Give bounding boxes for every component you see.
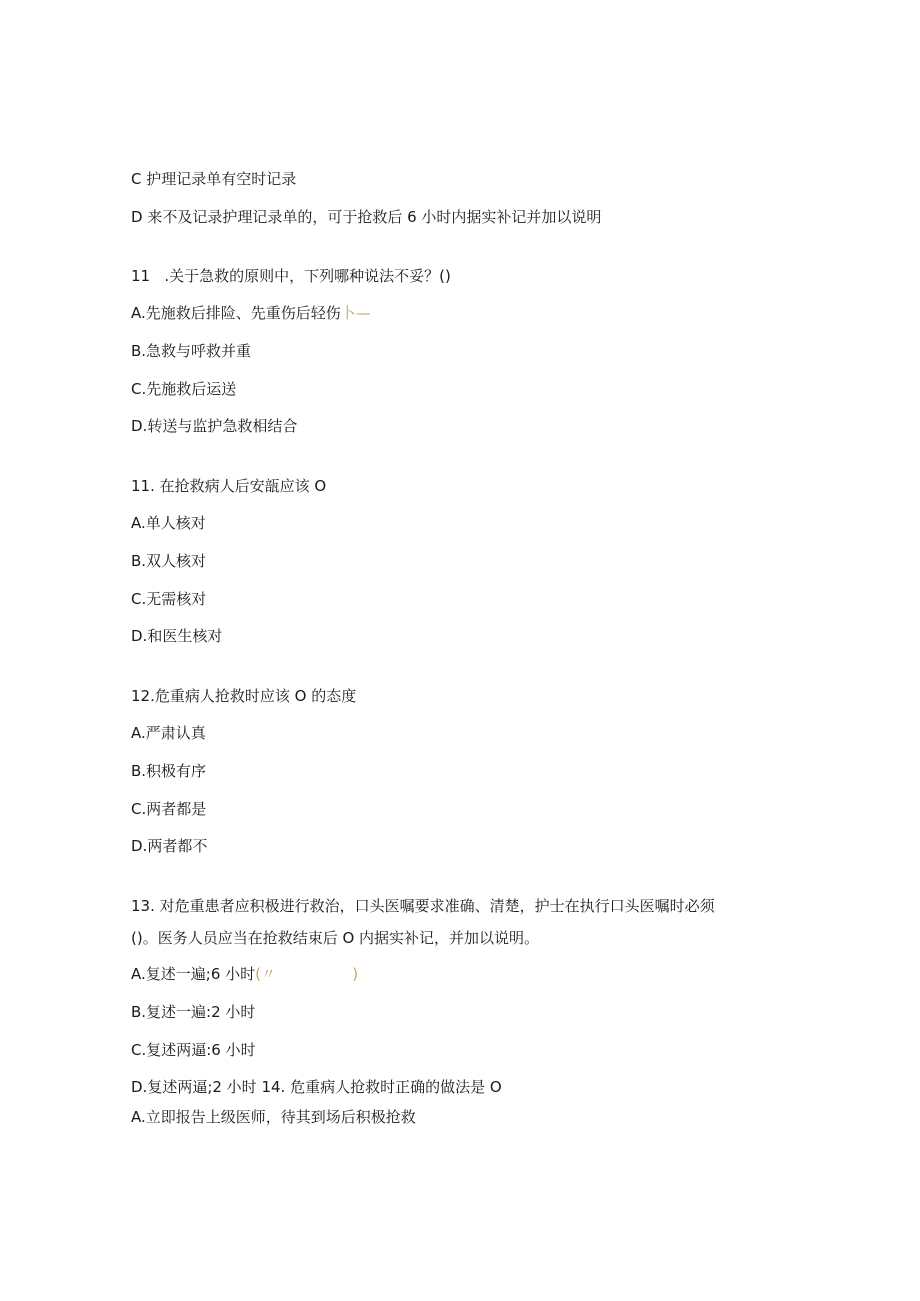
q11b-option-a: A.单人核对 — [131, 514, 206, 532]
question-13-line-2: ()。医务人员应当在抢救结束后 O 内据实补记，并加以说明。 — [131, 929, 540, 947]
handwritten-mark: 卜— — [340, 304, 371, 322]
q12-option-c: C.两者都是 — [131, 800, 207, 818]
q12-option-a: A.严肃认真 — [131, 724, 206, 742]
q11b-option-c: C.无需核对 — [131, 590, 207, 608]
q11a-option-b: B.急救与呼救并重 — [131, 342, 252, 360]
question-11a: 11 .关于急救的原则中，下列哪种说法不妥？() — [131, 267, 451, 285]
q11a-option-a: A.先施救后排险、先重伤后轻伤卜— — [131, 304, 371, 322]
q13-option-b: B.复述一遍:2 小时 — [131, 1003, 256, 1021]
q11a-option-c: C.先施救后运送 — [131, 380, 237, 398]
q13-option-d-and-question-14: D.复述两逼;2 小时 14. 危重病人抢救时正确的做法是 O — [131, 1078, 502, 1096]
q13-option-a: A.复述一遍;6 小时(〃 ) — [131, 965, 359, 983]
question-12: 12.危重病人抢救时应该 O 的态度 — [131, 687, 357, 705]
q11b-option-d: D.和医生核对 — [131, 627, 223, 645]
option-d-record: D 来不及记录护理记录单的，可于抢救后 6 小时内据实补记并加以说明 — [131, 208, 602, 226]
q12-option-b: B.积极有序 — [131, 762, 207, 780]
question-11b: 11. 在抢救病人后安瓿应该 O — [131, 477, 327, 495]
q11a-option-d: D.转送与监护急救相结合 — [131, 417, 298, 435]
question-13-line-1: 13. 对危重患者应积极进行救治，口头医嘱要求准确、清楚，护士在执行口头医嘱时必须 — [131, 897, 715, 915]
handwritten-bracket: (〃 ) — [255, 965, 359, 983]
q14-option-a: A.立即报告上级医师，待其到场后积极抢救 — [131, 1108, 416, 1126]
q13-option-c: C.复述两逼:6 小时 — [131, 1041, 256, 1059]
option-c-record: C 护理记录单有空时记录 — [131, 170, 297, 188]
q12-option-d: D.两者都不 — [131, 837, 208, 855]
q11b-option-b: B.双人核对 — [131, 552, 207, 570]
